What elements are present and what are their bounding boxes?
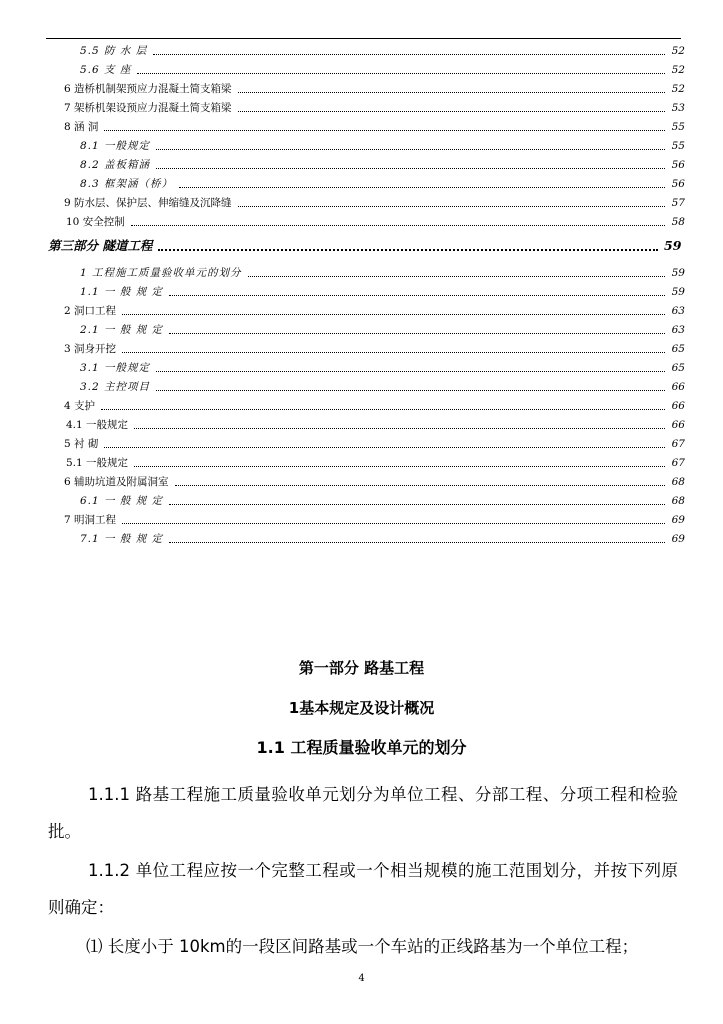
- toc-entry[interactable]: [64, 116, 685, 134]
- toc-entry-page: 68: [671, 476, 685, 488]
- toc-entry-label: 7 明洞工程: [64, 514, 117, 526]
- toc-entry[interactable]: [64, 433, 685, 451]
- toc-entry[interactable]: [64, 338, 685, 356]
- toc-entry-label: 7 架桥机架设预应力混凝土简支箱梁: [64, 102, 232, 114]
- chapter-heading: 1基本规定及设计概况: [288, 699, 435, 717]
- toc-entry-page: 55: [671, 140, 685, 152]
- toc-entry[interactable]: [66, 414, 685, 432]
- toc-entry[interactable]: [64, 395, 685, 413]
- toc-entry-page: 53: [671, 102, 685, 114]
- toc-entry-page: 69: [671, 514, 685, 526]
- toc-entry-page: 67: [671, 438, 685, 450]
- toc-leader-dots: [137, 72, 665, 74]
- toc-entry[interactable]: [80, 281, 685, 299]
- toc-leader-dots: [179, 186, 665, 188]
- toc-entry-label: 5.6 支 座: [80, 64, 132, 76]
- toc-entry[interactable]: [80, 59, 685, 77]
- part-heading: 第一部分 路基工程: [298, 659, 425, 677]
- toc-leader-dots: [153, 53, 665, 55]
- toc-entry-label: 10 安全控制: [66, 216, 125, 228]
- toc-entry[interactable]: [80, 154, 685, 172]
- paragraph-1-1-1: 1.1.1 路基工程施工质量验收单元划分为单位工程、分部工程、分项工程和检验批。: [48, 785, 678, 841]
- toc-leader-dots: [131, 224, 665, 226]
- toc-leader-dots: [156, 389, 665, 391]
- toc-entry-label: 5.1 一般规定: [66, 457, 129, 469]
- toc-entry[interactable]: [66, 452, 685, 470]
- toc-entry-label: 7.1 一 般 规 定: [80, 533, 164, 545]
- toc-entry-label: 6.1 一 般 规 定: [80, 495, 164, 507]
- toc-leader-dots: [175, 484, 665, 486]
- toc-entry-page: 66: [671, 419, 685, 431]
- toc-entry[interactable]: [80, 173, 685, 191]
- toc-entry-page: 63: [671, 324, 685, 336]
- toc-entry-page: 65: [671, 362, 685, 374]
- toc-entry-page: 67: [671, 457, 685, 469]
- toc-entry[interactable]: [80, 376, 685, 394]
- toc-entry-label: 第三部分 隧道工程: [48, 238, 153, 253]
- toc-leader-dots: [156, 148, 665, 150]
- toc-entry-label: 3.2 主控项目: [80, 381, 151, 393]
- toc-entry-page: 52: [671, 45, 685, 57]
- toc-entry[interactable]: [64, 78, 685, 96]
- toc-entry[interactable]: [80, 357, 685, 375]
- toc-entry[interactable]: [80, 262, 685, 280]
- toc-entry[interactable]: [64, 192, 685, 210]
- toc-leader-dots: [238, 91, 665, 93]
- page-number: 4: [358, 973, 365, 984]
- toc-entry-label: 1 工程施工质量验收单元的划分: [80, 267, 242, 279]
- toc-leader-dots: [238, 205, 665, 207]
- toc-entry-page: 58: [671, 216, 685, 228]
- toc-leader-dots: [169, 332, 665, 334]
- toc-entry[interactable]: [80, 490, 685, 508]
- toc-entry[interactable]: [80, 40, 685, 58]
- toc-leader-dots: [238, 110, 665, 112]
- toc-entry-page: 55: [671, 121, 685, 133]
- toc-entry-page: 68: [671, 495, 685, 507]
- toc-entry-label: 4.1 一般规定: [66, 419, 129, 431]
- toc-leader-dots: [122, 351, 665, 353]
- toc-entry[interactable]: [80, 319, 685, 337]
- toc-leader-dots: [101, 408, 665, 410]
- toc-leader-dots: [104, 129, 665, 131]
- header-rule: [46, 38, 681, 39]
- toc-entry-label: 4 支护: [64, 400, 96, 412]
- toc-entry-label: 6 造桥机制架预应力混凝土简支箱梁: [64, 83, 232, 95]
- toc-entry-label: 2.1 一 般 规 定: [80, 324, 164, 336]
- toc-entry-label: 8.2 盖板箱涵: [80, 159, 151, 171]
- toc-entry-page: 66: [671, 400, 685, 412]
- toc-leader-dots: [169, 503, 665, 505]
- toc-leader-dots: [104, 446, 665, 448]
- toc-entry-label: 3 洞身开挖: [64, 343, 117, 355]
- toc-entry[interactable]: [66, 211, 685, 229]
- toc-part-entry[interactable]: [48, 233, 680, 253]
- toc-entry-page: 66: [671, 381, 685, 393]
- toc-entry-page: 52: [671, 83, 685, 95]
- toc-entry-label: 8.3 框架涵（桥）: [80, 178, 174, 190]
- toc-leader-dots: [134, 427, 665, 429]
- toc-entry-label: 5 衬 砌: [64, 438, 99, 450]
- toc-entry-page: 59: [671, 267, 685, 279]
- toc-entry[interactable]: [64, 509, 685, 527]
- toc-entry[interactable]: [64, 300, 685, 318]
- section-heading: 1.1 工程质量验收单元的划分: [256, 738, 467, 757]
- toc-entry-label: 3.1 一般规定: [80, 362, 151, 374]
- toc-leader-dots: [134, 465, 665, 467]
- toc-entry-label: 9 防水层、保护层、伸缩缝及沉降缝: [64, 197, 232, 209]
- toc-entry[interactable]: [80, 528, 685, 546]
- toc-leader-dots: [122, 313, 665, 315]
- toc-entry[interactable]: [80, 135, 685, 153]
- toc-leader-dots: [156, 167, 665, 169]
- toc-entry-page: 56: [671, 159, 685, 171]
- toc-leader-dots: [248, 275, 665, 277]
- toc-entry-page: 65: [671, 343, 685, 355]
- toc-entry-page: 69: [671, 533, 685, 545]
- toc-entry-page: 52: [671, 64, 685, 76]
- toc-entry-page: 56: [671, 178, 685, 190]
- toc-entry-page: 59: [664, 238, 682, 253]
- toc-entry[interactable]: [64, 97, 685, 115]
- toc-entry-page: 57: [671, 197, 685, 209]
- toc-leader-dots: [169, 294, 665, 296]
- toc-leader-dots: [122, 522, 665, 524]
- toc-entry-label: 1.1 一 般 规 定: [80, 286, 164, 298]
- toc-entry-page: 59: [671, 286, 685, 298]
- toc-entry-label: 2 洞口工程: [64, 305, 117, 317]
- toc-entry-label: 5.5 防 水 层: [80, 45, 148, 57]
- toc-entry-label: 8.1 一般规定: [80, 140, 151, 152]
- paragraph-1-1-2: 1.1.2 单位工程应按一个完整工程或一个相当规模的施工范围划分，并按下列原则确定：: [48, 861, 678, 917]
- toc-leader-dots: [169, 541, 665, 543]
- toc-entry-label: 8 涵 洞: [64, 121, 99, 133]
- toc-entry[interactable]: [64, 471, 685, 489]
- toc-leader-dots: [158, 248, 658, 251]
- toc-entry-label: 6 辅助坑道及附属洞室: [64, 476, 169, 488]
- toc-entry-page: 63: [671, 305, 685, 317]
- list-item: ⑴ 长度小于 10km的一段区间路基或一个车站的正线路基为一个单位工程；: [86, 937, 639, 956]
- toc-leader-dots: [156, 370, 665, 372]
